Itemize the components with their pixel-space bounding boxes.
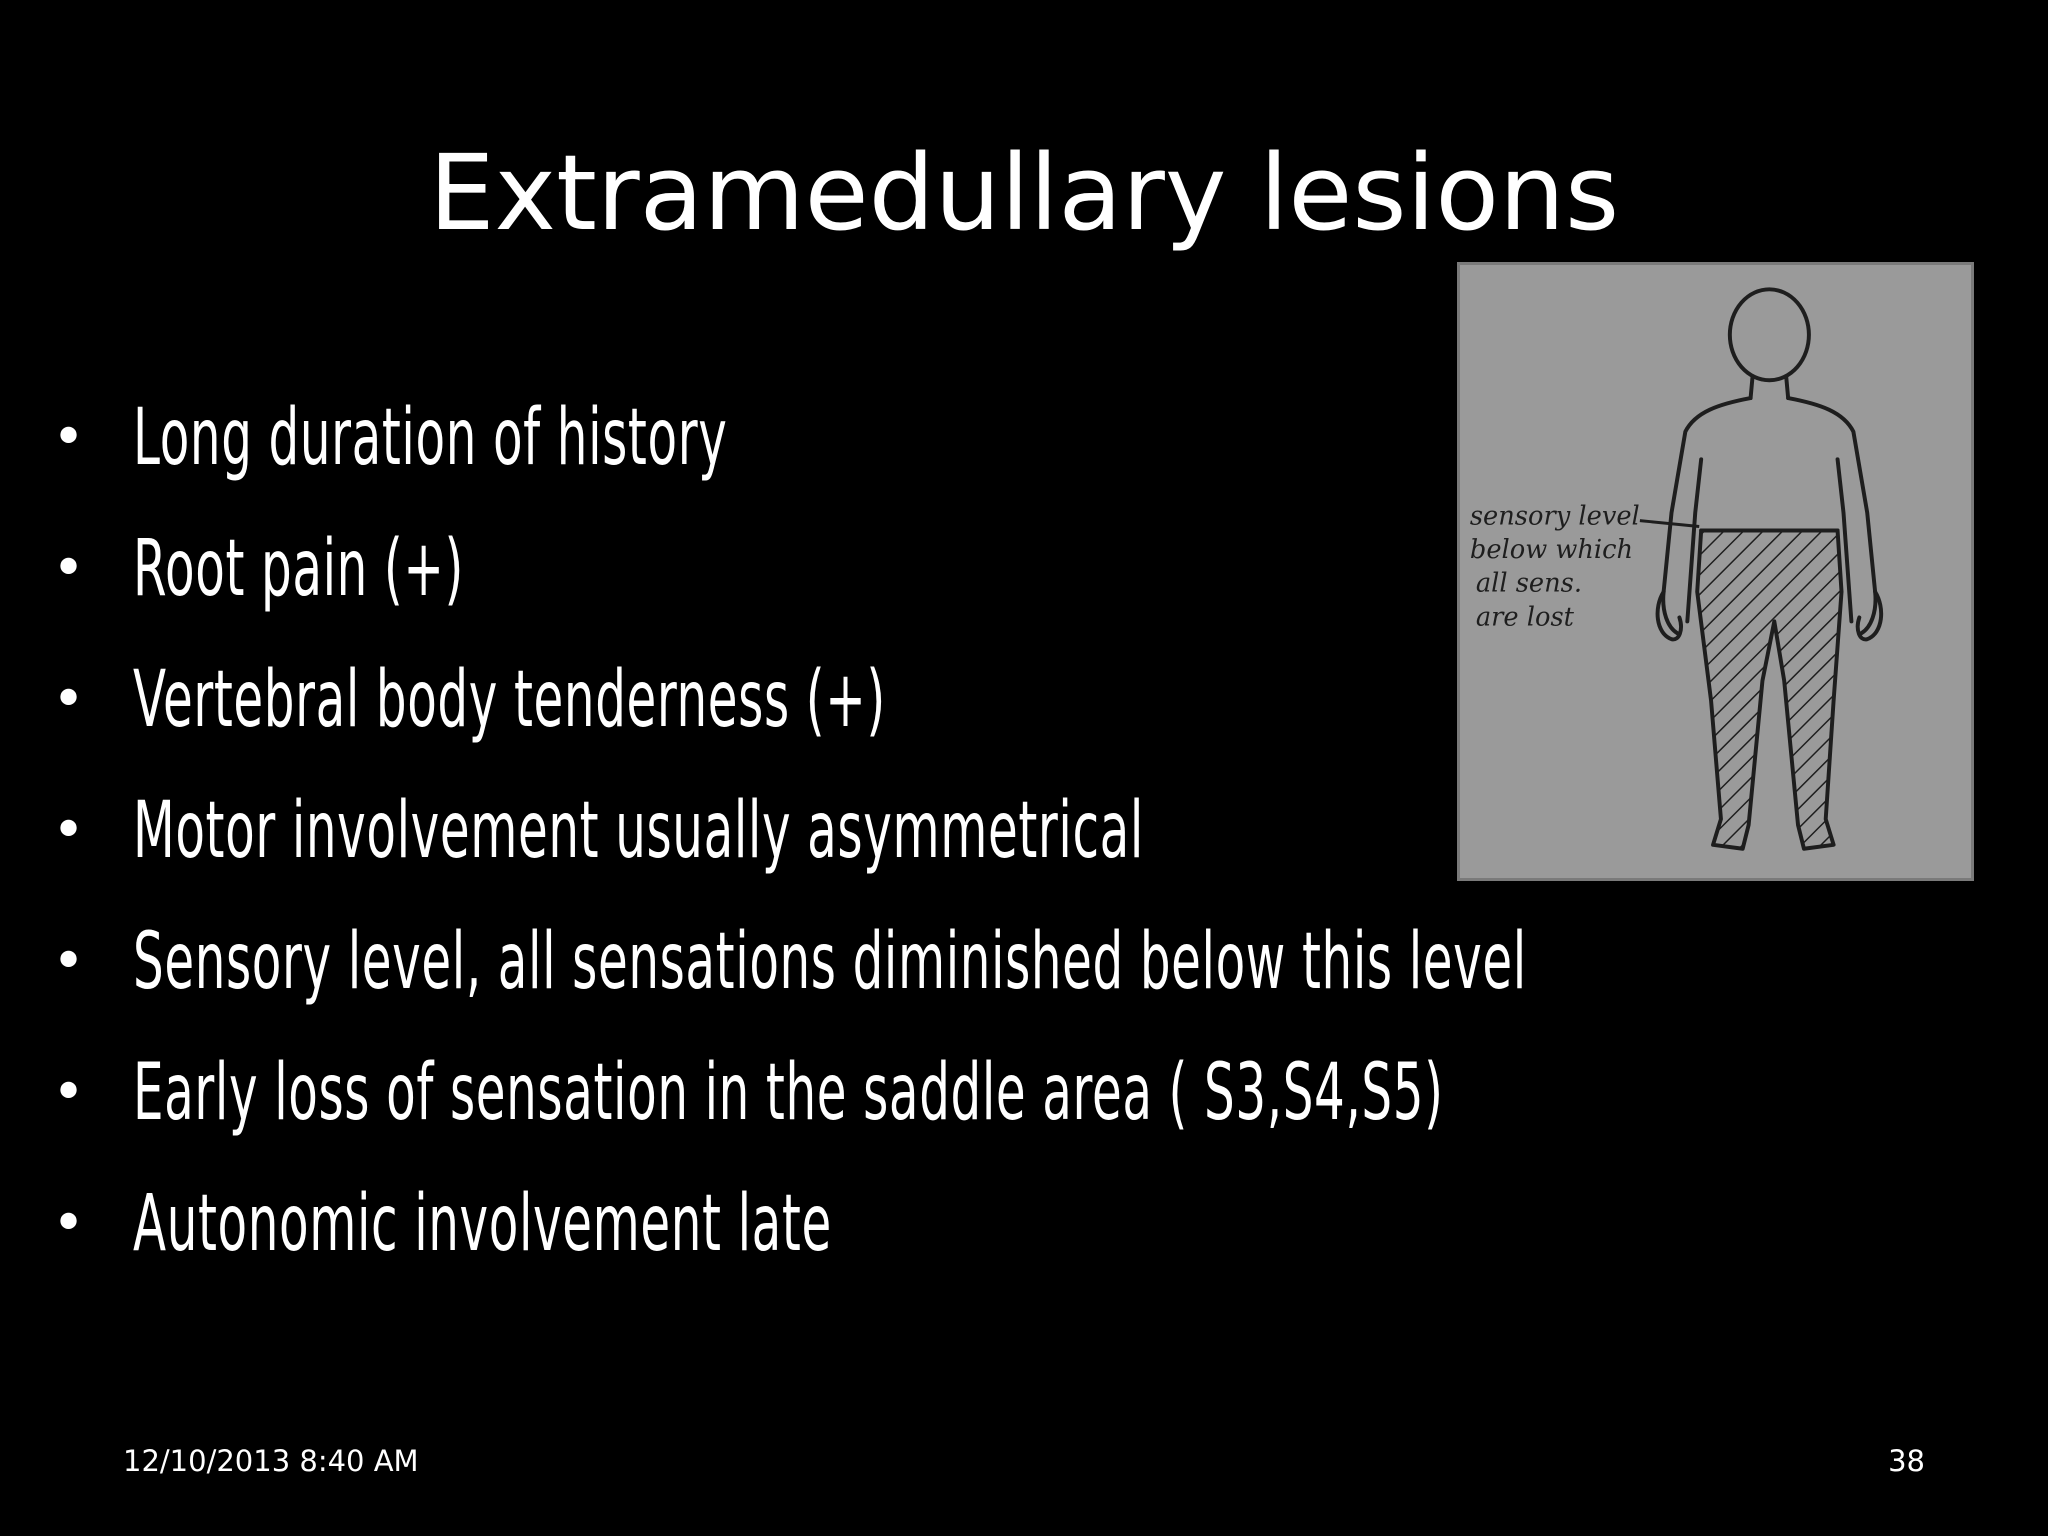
sensory-level-diagram bbox=[1457, 262, 1974, 881]
page-number: 38 bbox=[1888, 1444, 1925, 1478]
bullet-icon: • bbox=[52, 666, 86, 732]
bullet-text: Vertebral body tenderness (+) bbox=[133, 654, 886, 745]
slide-title: Extramedullary lesions bbox=[428, 132, 1620, 254]
annotation-text bbox=[1470, 502, 1640, 633]
bullet-text: Early loss of sensation in the saddle area ( S3,S4,S5) bbox=[133, 1047, 1444, 1138]
annotation-line: sensory level bbox=[1469, 501, 1640, 532]
hatched-legs bbox=[1697, 530, 1841, 848]
bullet-icon: • bbox=[52, 404, 86, 470]
annotation-line: below which bbox=[1469, 535, 1634, 566]
bullet-text: Root pain (+) bbox=[133, 523, 465, 614]
bullet-text: Motor involvement usually asymmetrical bbox=[133, 785, 1144, 876]
list-item bbox=[52, 1027, 2048, 1158]
body-outline-figure bbox=[1460, 265, 1971, 878]
bullet-icon: • bbox=[52, 928, 86, 994]
bullet-text: Sensory level, all sensations diminished below this level bbox=[133, 916, 1527, 1007]
annotation-line: are lost bbox=[1475, 602, 1574, 633]
annotation-line: all sens. bbox=[1475, 568, 1583, 599]
bullet-icon: • bbox=[52, 535, 86, 601]
head-outline bbox=[1730, 289, 1809, 380]
list-item bbox=[52, 1158, 2048, 1289]
footer-date: 12/10/2013 8:40 AM bbox=[123, 1444, 419, 1478]
bullet-text: Long duration of history bbox=[133, 392, 728, 483]
list-item bbox=[52, 896, 2048, 1027]
bullet-text: Autonomic involvement late bbox=[133, 1178, 832, 1269]
bullet-icon: • bbox=[52, 797, 86, 863]
bullet-icon: • bbox=[52, 1059, 86, 1125]
bullet-icon: • bbox=[52, 1190, 86, 1256]
